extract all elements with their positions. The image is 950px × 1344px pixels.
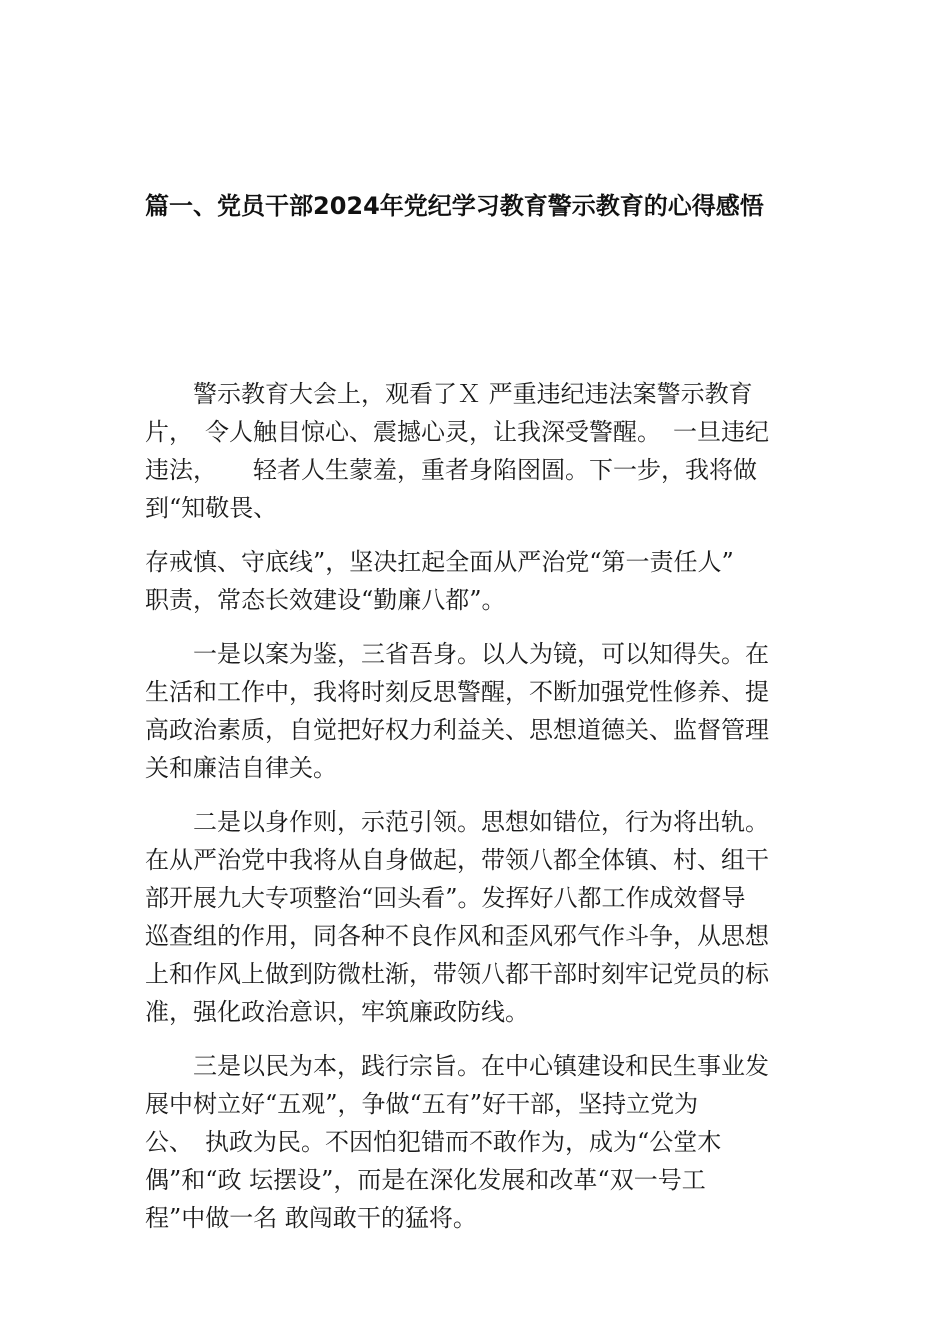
text-line: 片， 令人触目惊心、震撼心灵，让我深受警醒。 一旦违纪 [145,418,769,446]
text-line: 职责，常态长效建设“勤廉八都”。 [145,586,506,614]
text-line: 二是以身作则，示范引领。思想如错位，行为将出轨。 [145,808,769,836]
text-line: 巡查组的作用，同各种不良作风和歪风邪气作斗争，从思想 [145,922,769,950]
document-title: 篇一、党员干部2024年党纪学习教育警示教育的心得感悟 [145,192,764,220]
text-line: 三是以民为本，践行宗旨。在中心镇建设和民生事业发 [145,1052,769,1080]
text-line: 到“知敬畏、 [145,494,278,522]
text-line: 部开展九大专项整治“回头看”。发挥好八都工作成效督导 [145,884,746,912]
text-line: 生活和工作中，我将时刻反思警醒，不断加强党性修养、提 [145,678,769,706]
text-line: 在从严治党中我将从自身做起，带领八都全体镇、村、组干 [145,846,769,874]
text-line: 公、 执政为民。不因怕犯错而不敢作为，成为“公堂木 [145,1128,722,1156]
text-line: 偶”和“政 坛摆设”，而是在深化发展和改革“双一号工 [145,1166,706,1194]
text-line: 一是以案为鉴，三省吾身。以人为镜，可以知得失。在 [145,640,769,668]
text-line: 准，强化政治意识，牢筑廉政防线。 [145,998,529,1026]
text-line: 高政治素质，自觉把好权力利益关、思想道德关、监督管理 [145,716,769,744]
text-line: 违法， 轻者人生蒙羞，重者身陷囹圄。下一步，我将做 [145,456,757,484]
text-line: 关和廉洁自律关。 [145,754,337,782]
text-line: 上和作风上做到防微杜渐，带领八都干部时刻牢记党员的标 [145,960,769,988]
text-line: 存戒慎、守底线”，坚决扛起全面从严治党“第一责任人” [145,548,734,576]
text-line: 展中树立好“五观”，争做“五有”好干部，坚持立党为 [145,1090,699,1118]
text-line: 程”中做一名 敢闯敢干的猛将。 [145,1204,477,1232]
text-line: 警示教育大会上，观看了Ｘ 严重违纪违法案警示教育 [145,380,753,408]
